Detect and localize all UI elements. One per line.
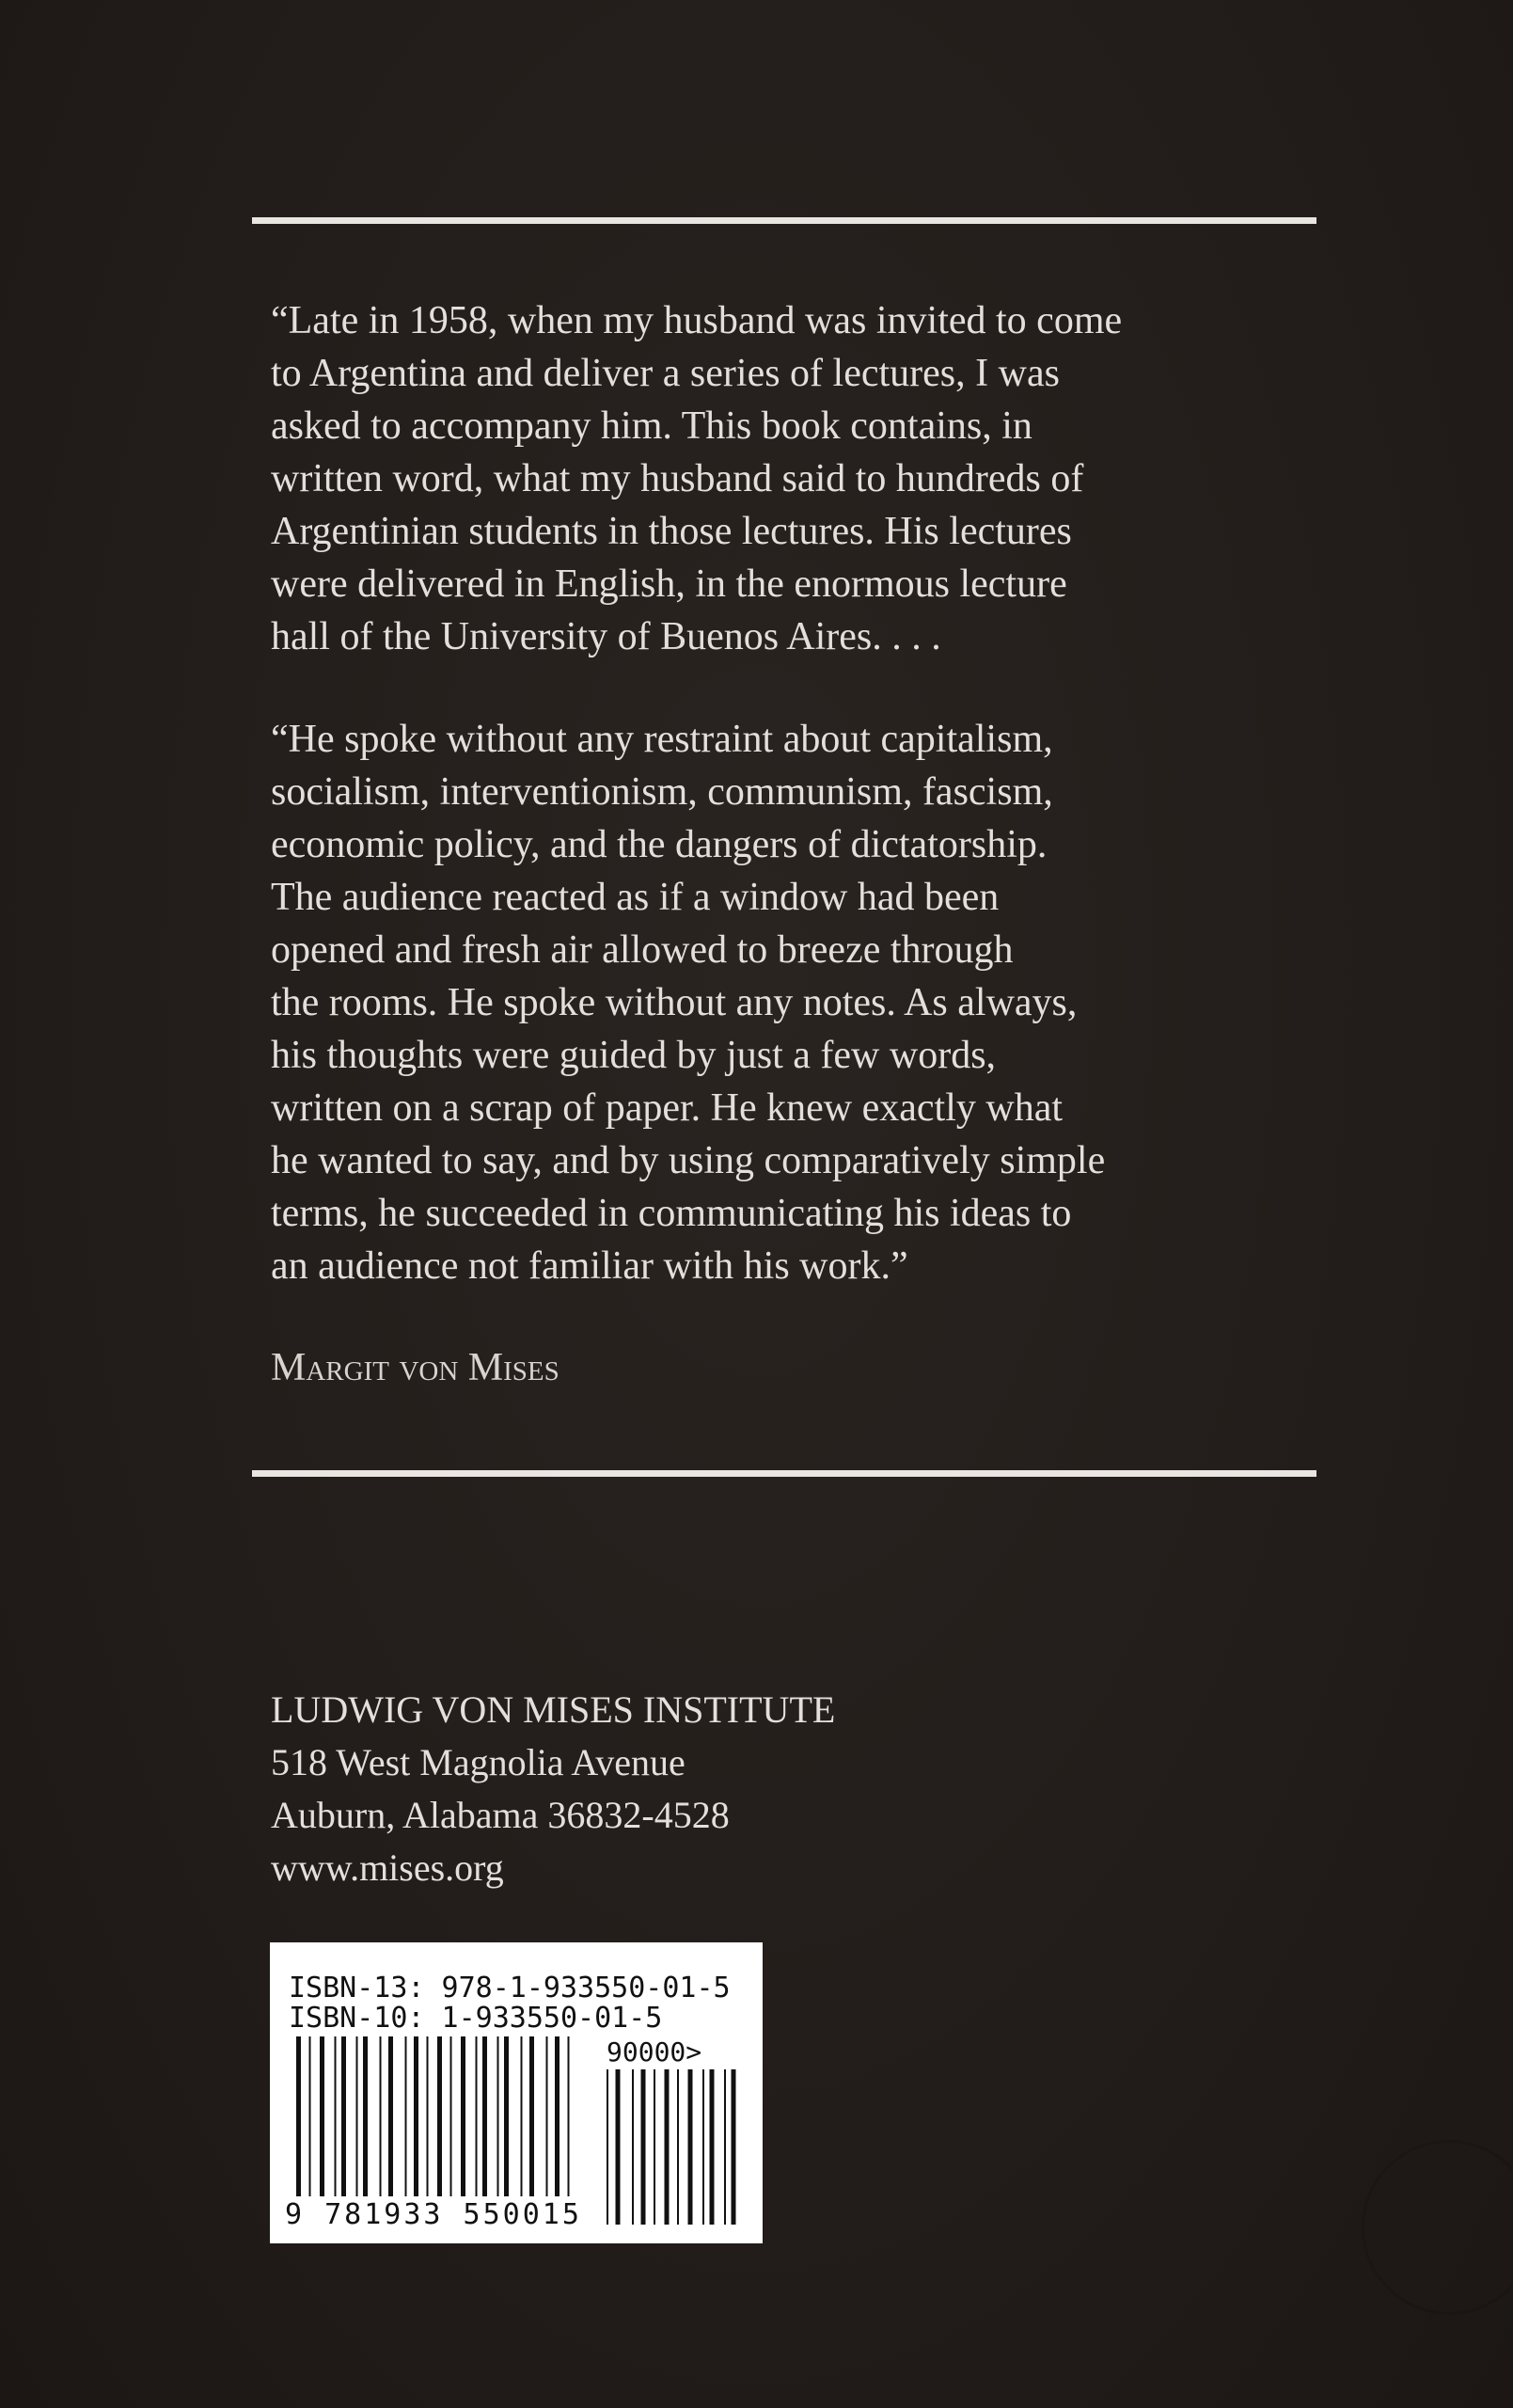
- quote-line: The audience reacted as if a window had been: [271, 876, 1000, 919]
- quote-line: terms, he succeeded in communicating his ideas to: [271, 1192, 1072, 1235]
- price-code: 90000>: [607, 2036, 702, 2067]
- publisher-city: Auburn, Alabama 36832-4528: [271, 1794, 730, 1836]
- isbn-10: ISBN-10: 1-933550-01-5: [289, 2002, 663, 2035]
- isbn-13: ISBN-13: 978-1-933550-01-5: [289, 1972, 731, 2004]
- quote-line: to Argentina and deliver a series of lectures, I was: [271, 352, 1060, 395]
- quote-line: an audience not familiar with his work.”: [271, 1244, 908, 1288]
- ean-digits: 9 781933 550015: [285, 2198, 582, 2231]
- barcode-label: [270, 1942, 763, 2243]
- publisher-website: www.mises.org: [271, 1846, 504, 1889]
- quote-line: hall of the University of Buenos Aires. . . .: [271, 615, 941, 658]
- publisher-block: [271, 1684, 835, 1894]
- quote-paragraph-2: [271, 713, 1315, 1292]
- quote-line: asked to accompany him. This book contains, in: [271, 404, 1032, 448]
- quote-line: Argentinian students in those lectures. His lectures: [271, 510, 1072, 553]
- quote-line: “He spoke without any restraint about capitalism,: [271, 718, 1053, 761]
- publisher-street: 518 West Magnolia Avenue: [271, 1741, 686, 1783]
- attribution: Margit von Mises: [271, 1346, 559, 1389]
- quote-line: his thoughts were guided by just a few words,: [271, 1034, 997, 1077]
- quote-line: socialism, interventionism, communism, fascism,: [271, 770, 1053, 814]
- quote-line: written word, what my husband said to hundreds of: [271, 457, 1084, 500]
- quote-line: opened and fresh air allowed to breeze through: [271, 928, 1014, 972]
- quote-line: written on a scrap of paper. He knew exactly what: [271, 1086, 1064, 1130]
- quote-line: economic policy, and the dangers of dictatorship.: [271, 823, 1048, 866]
- bottom-rule: [252, 1470, 1316, 1477]
- quote-line: “Late in 1958, when my husband was invited to come: [271, 299, 1123, 342]
- quote-paragraph-1: [271, 294, 1315, 663]
- quote-line: the rooms. He spoke without any notes. As always,: [271, 981, 1078, 1024]
- top-rule: [252, 217, 1316, 224]
- publisher-name: LUDWIG VON MISES INSTITUTE: [271, 1688, 836, 1731]
- quote-line: were delivered in English, in the enormous lecture: [271, 562, 1067, 606]
- quote-line: he wanted to say, and by using comparatively simple: [271, 1139, 1106, 1182]
